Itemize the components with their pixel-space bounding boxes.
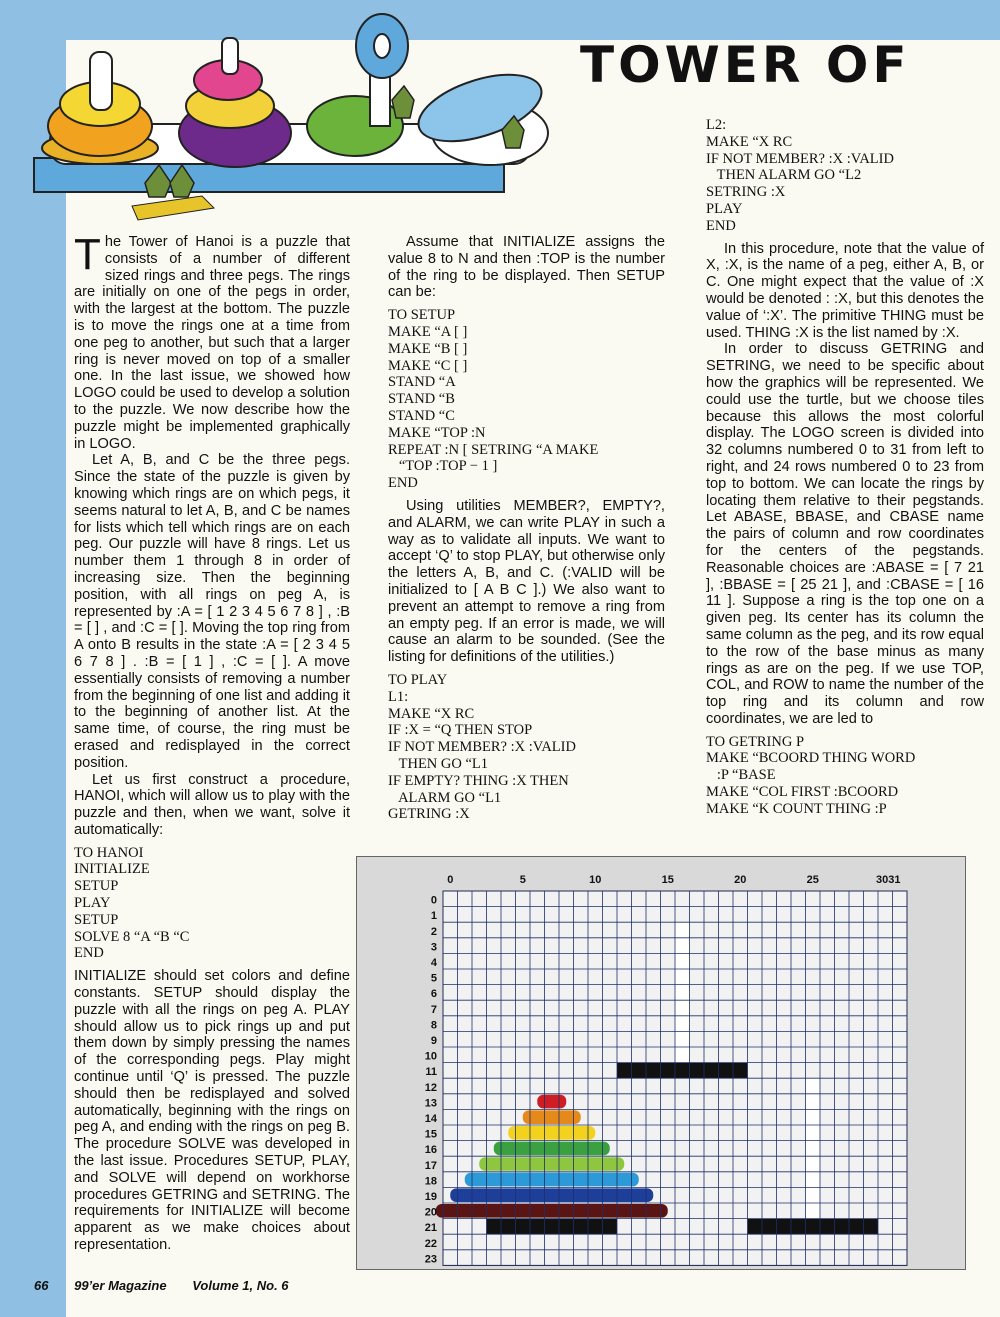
intro-text: he Tower of Hanoi is a puzzle that consists of a number of different sized rings and three pegs. The rings are initially on one of the pegs in order, with the largest at the bottom. The puzzle is to move the rings one at a time from one peg to another, but such that a larger ring is never moved on top of a smaller one. In the last issue, we showed how LOGO could be used to develop a solution to the puzzle. We now describe how the puzzle might be implemented graphically in LOGO. [74, 234, 350, 452]
column-label: 10 [589, 874, 602, 886]
ring-8 [436, 1204, 668, 1218]
column-2 [388, 234, 665, 829]
column-1 [74, 230, 350, 1254]
row-label: 11 [425, 1066, 437, 1079]
row-label: 16 [424, 1144, 437, 1157]
ring-1 [537, 1095, 566, 1109]
tile-grid [357, 857, 965, 1269]
magazine-name: 99’er Magazine [74, 1278, 167, 1293]
ring-2 [523, 1110, 581, 1124]
row-label: 13 [424, 1097, 437, 1110]
drop-cap: T [74, 230, 101, 279]
paragraph: In order to discuss GETRING and SETRING, we need to be specific about how the graphics will be represented. We could use the turtle, but we choose tiles because this allows the most colorful display. The LOGO screen is divided into 32 columns numbered 0 to 31 from left to right, and 24 rows numbered 0 to 23 from top to bottom. We can locate the rings by locating them relative to their pegstands. Let ABASE, BBASE, and CBASE name the pairs of column and row coordinates for the centers of the pegstands. Reasonable choices are :ABASE = [ 7 21 ], :BBASE = [ 25 21 ], and :CBASE = [ 16 11 ]. Suppose a ring is the top one on a given peg. Its center has its column the same column as the peg, and its row equal to the row of the base minus as many rings as are on the peg. If we use TOP, COL, and ROW to name the number of the top ring and its column and row coordinates, we are led to [706, 341, 984, 727]
row-label: 21 [424, 1222, 437, 1235]
row-label: 4 [430, 957, 437, 969]
pegstand-b [748, 1219, 879, 1235]
page-number: 66 [34, 1278, 49, 1293]
paragraph: Assume that INITIALIZE assigns the value 8 to N and then :TOP is the number of the ring to be displayed. Then SETUP can be: [388, 234, 665, 301]
peg-c [675, 922, 690, 1062]
paragraph: Let A, B, and C be the three pegs. Since the state of the puzzle is given by knowing which rings are on which pegs, it seems natural to let A, B, and C be names for lists which tell which rings are on each peg. Our puzzle will have 8 rings. Let us number them 1 through 8 in order of increasing size. Then the beginning position, with all rings on peg A, is represented by :A = [ 1 2 3 4 5 6 7 8 ] , :B = [ ] , and :C = [ ]. Moving the top ring from A onto B results in the state :A = [ 2 3 4 5 6 7 8 ] . :B = [ 1 ] , :C = [ ]. A move essentially consists of removing a number from the beginning of one list and adding it to the beginning of another list. At the same time, of course, the ring must be erased and redisplayed in the correct position. [74, 452, 350, 771]
row-label: 12 [424, 1081, 437, 1094]
row-label: 5 [430, 972, 437, 985]
ring-4 [494, 1142, 610, 1156]
paragraph: In this procedure, note that the value of X, :X, is the name of a peg, either A, B, or C. One might expect that the value of :X would be denoted : :X, but this denotes the value of ‘:X’. The primitive THING must be used. THING :X is the list named by :X. [706, 240, 984, 341]
code-listing-play: TO PLAY L1: MAKE “X RC IF :X = “Q THEN STOP IF NOT MEMBER? :X :VALID THEN GO “L1 IF EMPTY? THING :X THEN ALARM GO “L1 GETRING :X [388, 671, 576, 823]
row-label: 6 [430, 988, 437, 1001]
row-label: 9 [430, 1035, 437, 1047]
paragraph: Using utilities MEMBER?, EMPTY?, and ALARM, we can write PLAY in such a way as to validate all inputs. We want to accept ‘Q’ to stop PLAY, but otherwise only the letters A, B, and C. (:VALID will be initialized to [ A B C ].) We also want to prevent an attempt to remove a ring from an empty peg. If an error is made, we will cause an alarm to be sounded. (See the listing for definitions of the utilities.) [388, 497, 665, 666]
paragraph: Let us first construct a procedure, HANOI, which will allow us to play with the puzzle and then, when we want, solve it automatically: [74, 771, 350, 838]
column-label: 15 [661, 874, 674, 886]
peg-b [806, 1078, 821, 1218]
row-label: 8 [430, 1019, 437, 1032]
page-title: TOWER OF [580, 36, 911, 94]
pegstand-a [487, 1219, 618, 1235]
code-listing-play-cont: L2: MAKE “X RC IF NOT MEMBER? :X :VALID THEN ALARM GO “L2 SETRING :X PLAY END [706, 117, 894, 234]
row-label: 20 [424, 1206, 437, 1219]
row-label: 1 [430, 910, 437, 923]
tower-illustration [20, 8, 590, 223]
code-listing-setup: TO SETUP MAKE “A [ ] MAKE “B [ ] MAKE “C [ ] STAND “A STAND “B STAND “C MAKE “TOP :N REPEAT :N [ SETRING “A MAKE “TOP :TOP − 1 ] END [388, 307, 599, 492]
row-label: 7 [430, 1003, 437, 1016]
column-label: 20 [734, 874, 747, 886]
row-label: 2 [430, 925, 437, 938]
row-label: 17 [424, 1159, 437, 1172]
code-listing-hanoi: TO HANOI INITIALIZE SETUP PLAY SETUP SOLVE 8 “A “B “C END [74, 844, 190, 962]
issue-info: Volume 1, No. 6 [192, 1278, 289, 1293]
logo-screen-figure [356, 856, 966, 1270]
column-label: 5 [519, 874, 526, 886]
pegstand-c [617, 1063, 748, 1079]
row-label: 0 [430, 894, 437, 907]
column-label: 25 [806, 874, 819, 886]
code-listing-getring: TO GETRING P MAKE “BCOORD THING WORD :P “BASE MAKE “COL FIRST :BCOORD MAKE “K COUNT THING :P [706, 733, 916, 817]
row-label: 14 [424, 1113, 437, 1125]
footer [34, 1278, 311, 1293]
row-label: 10 [424, 1050, 437, 1063]
row-label: 15 [424, 1128, 437, 1141]
row-label: 19 [424, 1191, 437, 1203]
ring-6 [465, 1173, 639, 1187]
row-label: 18 [424, 1175, 437, 1188]
row-label: 22 [424, 1237, 437, 1250]
column-label: 3031 [876, 874, 901, 886]
column-3 [706, 117, 984, 824]
paragraph: INITIALIZE should set colors and define constants. SETUP should display the puzzle with all the rings on peg A. PLAY should allow us to pick rings up and put them down by simply pressing the names of the corresponding pegs. Play might continue until ‘Q’ is pressed. The puzzle should then be redisplayed and solved automatically, beginning with the rings on peg A, and ending with the rings on peg B. The procedure SOLVE was developed in the last issue. Procedures SETUP, PLAY, and SOLVE will depend on workhorse procedures GETRING and SETRING. The requirements for INITIALIZE will become apparent as we make choices about representation. [74, 968, 350, 1254]
column-label: 0 [447, 874, 454, 886]
ring-7 [450, 1188, 653, 1202]
row-label: 3 [430, 941, 437, 954]
intro-paragraph [74, 230, 350, 452]
row-label: 23 [424, 1253, 437, 1266]
ring-3 [508, 1126, 595, 1140]
